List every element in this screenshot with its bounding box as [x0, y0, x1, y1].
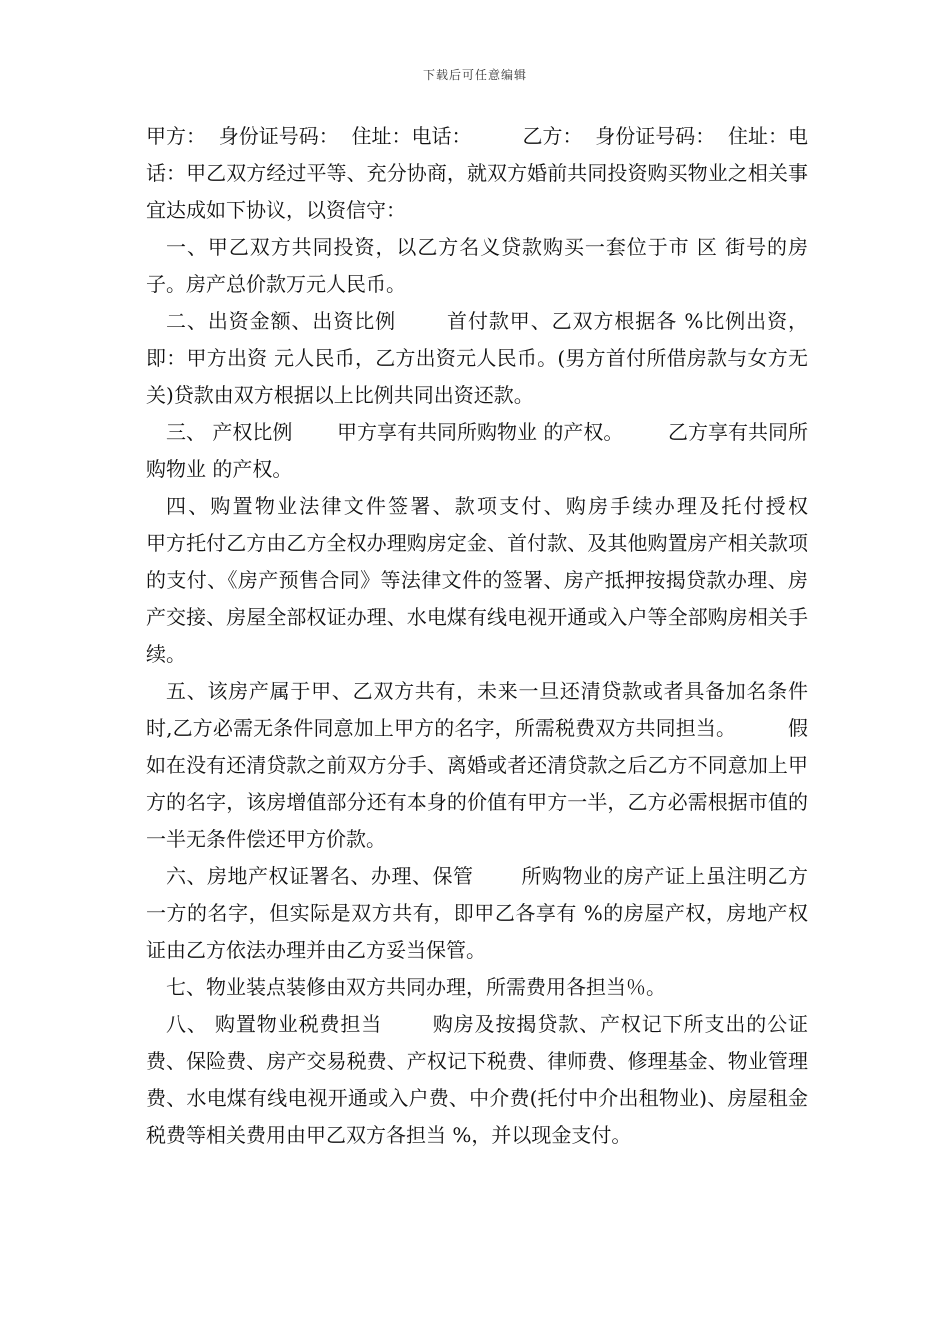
paragraph-clause-6: 六、房地产权证署名、办理、保管 所购物业的房产证上虽注明乙方一方的名字，但实际是双方共有，即甲乙各享有 %的房屋产权，房地产权证由乙方依法办理并由乙方妥当保管。 [146, 864, 808, 962]
paragraph-clause-4: 四、购置物业法律文件签署、款项支付、购房手续办理及托付授权 甲方托付乙方由乙方全权办理购房定金、首付款、及其他购置房产相关款项的支付、《房产预售合同》等法律文件的签署、房产抵押按揭贷款办理、房产交接、房屋全部权证办理、水电煤有线电视开通或入户等全部购房相关手续。 [146, 494, 853, 666]
header-note: 下载后可任意编辑 [422, 68, 527, 82]
paragraph-parties: 甲方： 身份证号码： 住址：电话： 乙方： 身份证号码： 住址：电话：甲乙双方经过平等、充分协商，就双方婚前共同投资购买物业之相关事宜达成如下协议，以资信守： [146, 124, 808, 222]
paragraph-clause-1: 一、甲乙双方共同投资，以乙方名义贷款购买一套位于市 区 街号的房子。房产总价款万元人民币。 [146, 235, 808, 296]
paragraph-clause-5: 五、该房产属于甲、乙双方共有，未来一旦还清贷款或者具备加名条件时,乙方必需无条件同意加上甲方的名字，所需税费双方共同担当。 假如在没有还清贷款之前双方分手、离婚或者还清贷款之后乙方不同意加上甲方的名字，该房增值部分还有本身的价值有甲方一半，乙方必需根据市值的一半无条件偿还甲方价款。 [146, 679, 808, 851]
agreement-body [146, 118, 853, 1154]
paragraph-clause-3: 三、 产权比例 甲方享有共同所购物业 的产权。 乙方享有共同所购物业 的产权。 [146, 420, 808, 481]
paragraph-clause-7: 七、物业装点装修由双方共同办理，所需费用各担当％。 [166, 975, 666, 999]
paragraph-clause-8: 八、 购置物业税费担当 购房及按揭贷款、产权记下所支出的公证费、保险费、房产交易税费、产权记下税费、律师费、修理基金、物业管理费、水电煤有线电视开通或入户费、中介费(托付中介出租物业)、房屋租金税费等相关费用由甲乙双方各担当 %，并以现金支付。 [146, 1012, 808, 1147]
paragraph-clause-2: 二、出资金额、出资比例 首付款甲、乙双方根据各 %比例出资，即：甲方出资 元人民币，乙方出资元人民币。(男方首付所借房款与女方无关)贷款由双方根据以上比例共同出资还款。 [146, 309, 808, 407]
